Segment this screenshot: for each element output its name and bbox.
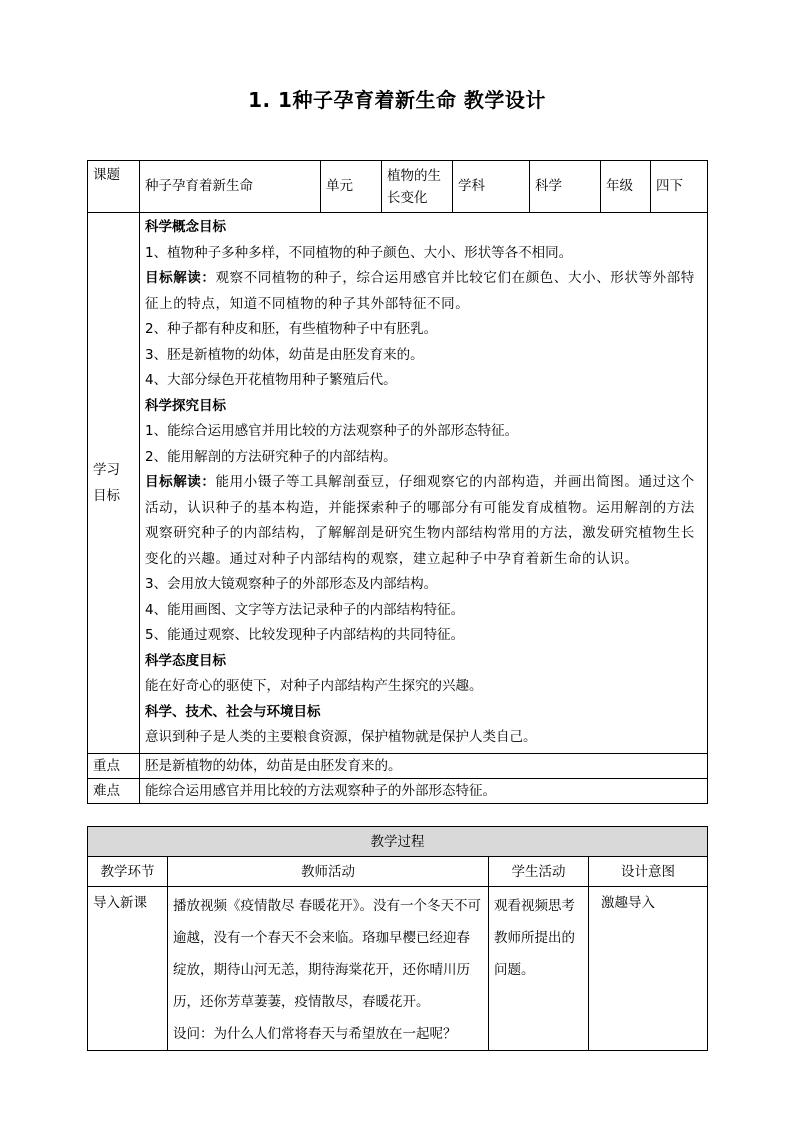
goal-interpretation [145,266,702,317]
difficulty-label: 难点 [88,778,140,803]
key-point-label: 重点 [88,753,140,778]
goal-interpretation [145,470,702,572]
design-intent-cell: 激趣导入 [589,887,708,1051]
subject-label: 学科 [453,161,530,213]
grade-label: 年级 [601,161,651,213]
goal-interp-text: 能用小镊子等工具解剖蚕豆，仔细观察它的内部构造，并画出简图。通过这个活动，认识种子的基本构造，并能探索种子的哪部分有可能发育成植物。运用解剖的方法观察研究种子的内部结构，了解解剖是研究生物内部结构常用的方法，激发研究植物生长变化的兴趣。通过对种子内部结构的观察，建立起种子中孕育着新生命的认识。 [145,474,695,567]
goals-content [140,213,708,754]
teaching-process-table [87,826,708,1051]
stage-cell: 导入新课 [88,887,168,1051]
goal-line: 4、能用画图、文字等方法记录种子的内部结构特征。 [145,601,465,618]
goal-heading: 科学态度目标 [145,652,226,669]
subject-value: 科学 [530,161,601,213]
document-title: 1. 1种子孕育着新生命 教学设计 [248,88,546,112]
unit-value: 植物的生长变化 [382,161,453,213]
difficulty-text: 能综合运用感官并用比较的方法观察种子的外部形态特征。 [140,778,708,803]
lesson-info-table [87,160,708,804]
goal-line: 能在好奇心的驱使下，对种子内部结构产生探究的兴趣。 [145,678,483,694]
grade-value: 四下 [651,161,708,213]
unit-label: 单元 [321,161,382,213]
goal-interp-text: 观察不同植物的种子，综合运用感官并比较它们在颜色、大小、形状等外部特征上的特点，知道不同植物的种子其外部特征不同。 [145,270,695,312]
goals-label: 学习目标 [88,213,140,754]
student-activity-cell: 观看视频思考教师所提出的问题。 [489,887,589,1051]
topic-label: 课题 [88,161,140,213]
header-design-intent: 设计意图 [589,857,708,887]
goal-line: 2、能用解剖的方法研究种子的内部结构。 [145,448,397,465]
goal-line: 3、会用放大镜观察种子的外部形态及内部结构。 [145,576,438,592]
goal-interp-label: 目标解读： [145,270,216,286]
goal-heading: 科学、技术、社会与环境目标 [145,703,321,720]
goal-heading: 科学概念目标 [145,219,226,235]
goal-line: 5、能通过观察、比较发现种子内部结构的共同特征。 [145,627,465,643]
key-point-text: 胚是新植物的幼体，幼苗是由胚发育来的。 [140,753,708,778]
goal-line: 1、能综合运用感官并用比较的方法观察种子的外部形态特征。 [145,423,519,439]
goal-interp-label: 目标解读： [145,474,216,490]
header-teacher-activity: 教师活动 [168,857,489,887]
table-row [88,887,708,1051]
header-stage: 教学环节 [88,857,168,887]
goal-line: 3、胚是新植物的幼体，幼苗是由胚发育来的。 [145,346,424,363]
teacher-activity-cell [168,887,489,1051]
teacher-question: 设问：为什么人们常将春天与希望放在一起呢？ [173,1026,457,1042]
header-student-activity: 学生活动 [489,857,589,887]
goal-heading: 科学探究目标 [145,397,226,414]
goal-line: 1、植物种子多种多样，不同植物的种子颜色、大小、形状等各不相同。 [145,244,573,261]
goal-line: 2、种子都有种皮和胚，有些植物种子中有胚乳。 [145,321,438,337]
topic-value: 种子孕育着新生命 [140,161,321,213]
goal-line: 4、大部分绿色开花植物用种子繁殖后代。 [145,372,397,388]
teacher-activity-text: 播放视频《疫情散尽 春暖花开》。没有一个冬天不可逾越，没有一个春天不会来临。珞珈早樱已经迎春绽放，期待山河无恙，期待海棠花开，还你晴川历历，还你芳草萋萋，疫情散尽，春暖花开。 [173,898,482,1010]
process-section-title: 教学过程 [88,827,708,857]
goal-line: 意识到种子是人类的主要粮食资源，保护植物就是保护人类自己。 [145,729,537,745]
